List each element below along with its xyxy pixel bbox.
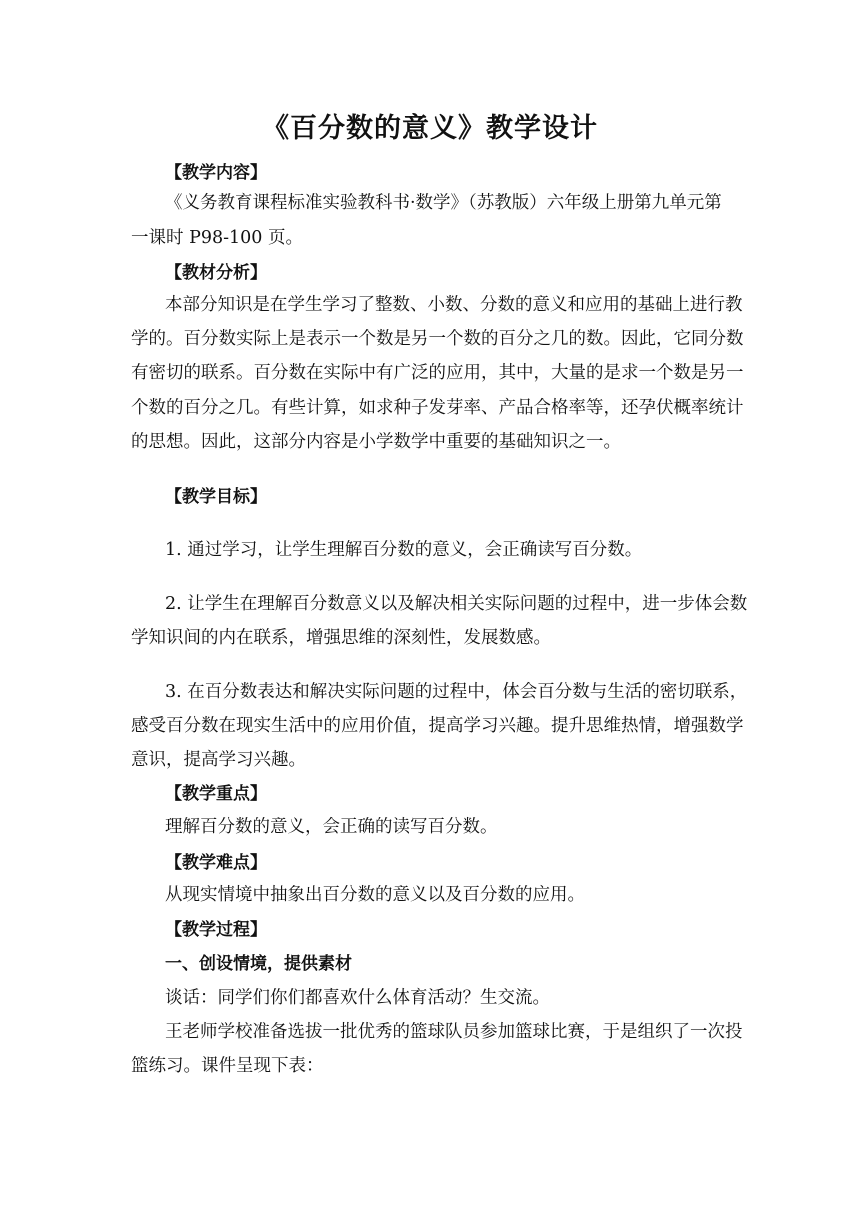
goal-item-continuation: 学知识间的内在联系，增强思维的深刻性，发展数感。 (131, 628, 551, 648)
section-heading-difficulties: 【教学难点】 (165, 853, 267, 873)
goal-item-continuation: 意识，提高学习兴趣。 (131, 750, 306, 770)
analysis-line: 学的。百分数实际上是表示一个数是另一个数的百分之几的数。因此，它同分数 (131, 329, 744, 349)
section-heading-analysis: 【教材分析】 (165, 263, 267, 283)
analysis-line: 有密切的联系。百分数在实际中有广泛的应用，其中，大量的是求一个数是另一 (131, 363, 744, 383)
content-line: 《义务教育课程标准实验教科书·数学》（苏教版）六年级上册第九单元第 (165, 193, 722, 213)
section-heading-process: 【教学过程】 (165, 920, 267, 940)
difficulties-line: 从现实情境中抽象出百分数的意义以及百分数的应用。 (165, 885, 585, 905)
document-title: 《百分数的意义》教学设计 (262, 113, 598, 144)
goal-item: 3. 在百分数表达和解决实际问题的过程中，体会百分数与生活的密切联系， (165, 682, 748, 702)
analysis-line: 本部分知识是在学生学习了整数、小数、分数的意义和应用的基础上进行教 (165, 295, 743, 315)
goal-item-continuation: 感受百分数在现实生活中的应用价值，提高学习兴趣。提升思维热情，增强数学 (131, 716, 744, 736)
analysis-line: 个数的百分之几。有些计算，如求种子发芽率、产品合格率等，还孕伏概率统计 (131, 398, 744, 418)
key-points-line: 理解百分数的意义，会正确的读写百分数。 (165, 817, 498, 837)
section-heading-goals: 【教学目标】 (165, 487, 267, 507)
process-subheading: 一、创设情境，提供素材 (165, 954, 352, 974)
analysis-line: 的思想。因此，这部分内容是小学数学中重要的基础知识之一。 (131, 432, 621, 452)
process-line: 谈话：同学们你们都喜欢什么体育活动？生交流。 (165, 988, 550, 1008)
section-heading-key-points: 【教学重点】 (165, 784, 267, 804)
goal-item: 1. 通过学习，让学生理解百分数的意义，会正确读写百分数。 (165, 540, 643, 560)
process-line: 王老师学校准备选拔一批优秀的篮球队员参加篮球比赛，于是组织了一次投 (165, 1022, 743, 1042)
content-line: 一课时 P98-100 页。 (131, 228, 303, 248)
goal-item: 2. 让学生在理解百分数意义以及解决相关实际问题的过程中，进一步体会数 (165, 594, 748, 614)
process-line: 篮练习。课件呈现下表： (131, 1056, 324, 1076)
section-heading-content: 【教学内容】 (165, 163, 267, 183)
